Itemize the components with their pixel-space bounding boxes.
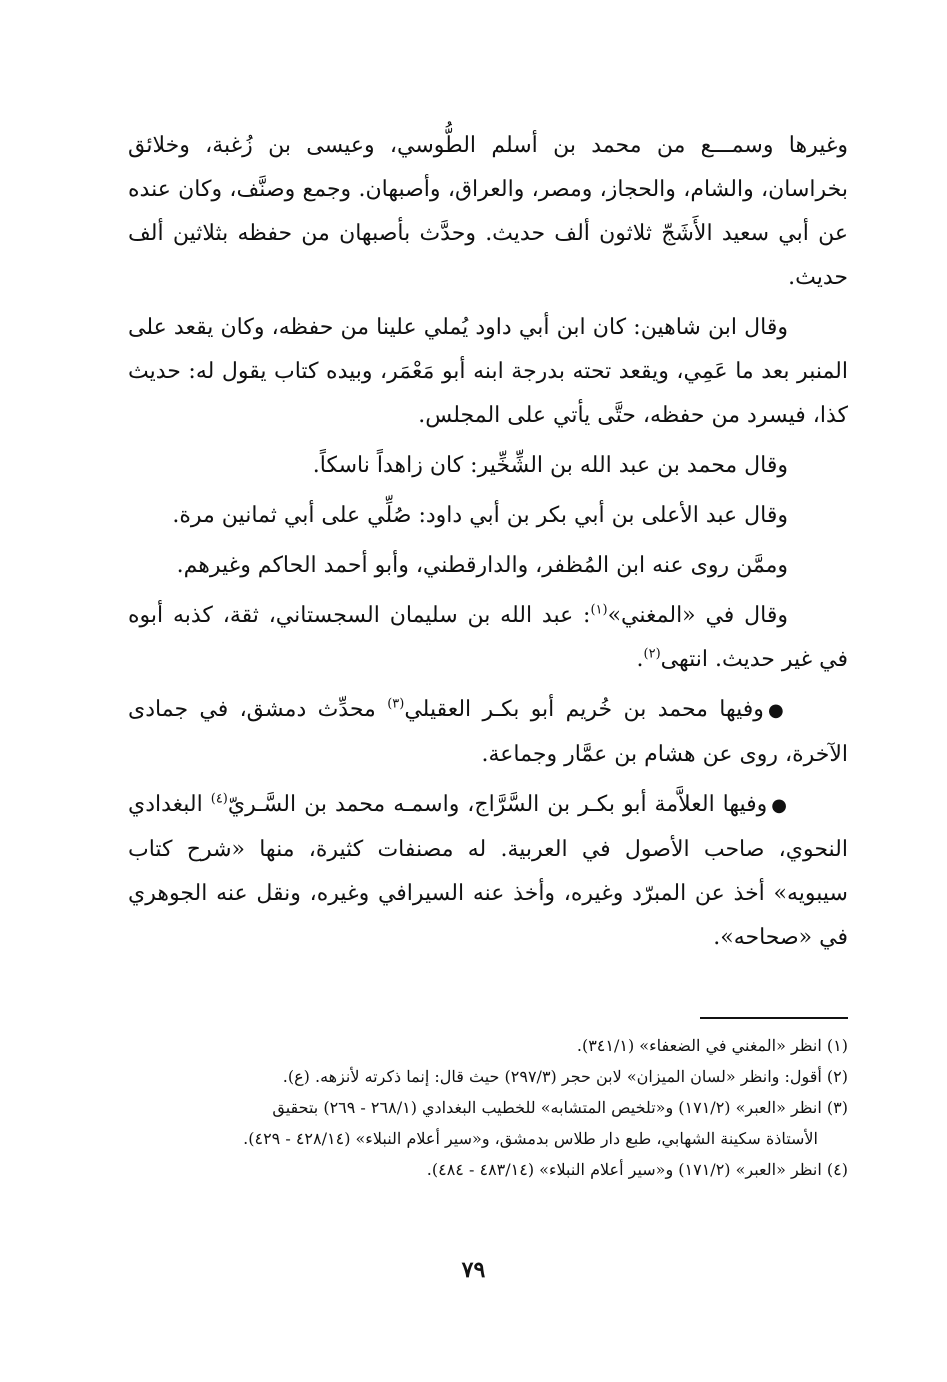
footnote-2: (٢) أقول: وانظر «لسان الميزان» لابن حجر (٢٩٧/٣) حيث قال: إنما ذكرته لأنزهه. (ع). — [282, 1067, 848, 1086]
paragraph-7 — [128, 688, 848, 777]
p7-text-after: محدِّث دمشق، في جمادى الآخرة، روى عن هشام بن عمَّار وجماعة. — [128, 697, 848, 767]
footnote-3: (٣) انظر «العبر» (١٧١/٢) و«تلخيص المتشابه» للخطيب البغدادي (٢٦٨/١ - ٢٦٩) بتحقيق — [272, 1098, 848, 1117]
footnote-4: (٤) انظر «العبر» (١٧١/٢) و«سير أعلام النبلاء» (٤٨٣/١٤ - ٤٨٤). — [426, 1160, 848, 1179]
p6-text-before: وقال في «المغني» — [607, 603, 788, 628]
p6-text-middle: : عبد الله بن سليمان السجستاني، ثقة، كذبه أبوه في غير حديث. انتهى — [128, 603, 848, 672]
bullet-icon: ● — [771, 795, 788, 816]
footnotes — [128, 1030, 848, 1185]
bullet-icon: ● — [767, 700, 788, 721]
footnote-ref-3: (٣) — [387, 696, 405, 712]
main-text — [128, 124, 848, 966]
footnote-3-continued: الأستاذة سكينة الشهابي، طبع دار طلاس بدمشق، و«سير أعلام النبلاء» (٤٢٨/١٤ - ٤٢٩). — [243, 1129, 818, 1148]
p7-text-before: وفيها محمد بن خُريم أبو بكـر العقيلي — [404, 697, 764, 722]
paragraph-1: وغيرها وسمـــع من محمد بن أسلم الطُّوسي، وعيسى بن زُغبة، وخلائق بخراسان، والشام، والحجاز، ومصر، والعراق، وأصبهان. وجمع وصنَّف، وكان عنده عن أبي سعيد الأَشَجّ ثلاثون ألف حديث. وحدَّث بأصبهان من حفظه بثلاثين ألف حديث. — [128, 133, 848, 290]
p8-text-before: وفيها العلاَّمة أبو بكـر بن السَّرَّاج، واسمـه محمد بن السَّـريّ — [227, 792, 768, 817]
paragraph-8 — [128, 783, 848, 960]
paragraph-2: وقال ابن شاهين: كان ابن أبي داود يُملي علينا من حفظه، وكان يقعد على المنبر بعد ما عَمِي، ويقعد تحته بدرجة ابنه أبو مَعْمَر، وبيده كتاب يقول له: حديث كذا، فيسرد من حفظه، حتَّى يأتي على المجلس. — [128, 315, 848, 428]
paragraph-4: وقال عبد الأعلى بن أبي بكر بن أبي داود: صُلِّي على أبي ثمانين مرة. — [172, 503, 788, 528]
paragraph-6 — [128, 594, 848, 682]
footnote-ref-4: (٤) — [210, 791, 228, 807]
page-number: ٧٩ — [461, 1257, 486, 1283]
p8-text-after: البغدادي النحوي، صاحب الأصول في العربية. له مصنفات كثيرة، منها «شرح كتاب سيبويه» أخذ عن المبرّد وغيره، وأخذ عنه السيرافي وغيره، ونقل عنه الجوهري في «صحاحه». — [128, 792, 848, 950]
footnote-1: (١) انظر «المغني في الضعفاء» (٣٤١/١). — [576, 1036, 848, 1055]
footnote-ref-2: (٢) — [643, 646, 661, 662]
footnote-ref-1: (١) — [590, 602, 608, 618]
p6-text-after: . — [636, 647, 644, 672]
footnote-separator — [700, 1017, 848, 1019]
paragraph-5: وممَّن روى عنه ابن المُظفر، والدارقطني، وأبو أحمد الحاكم وغيرهم. — [176, 553, 788, 578]
paragraph-3: وقال محمد بن عبد الله بن الشِّخِّير: كان زاهداً ناسكاً. — [312, 453, 788, 478]
